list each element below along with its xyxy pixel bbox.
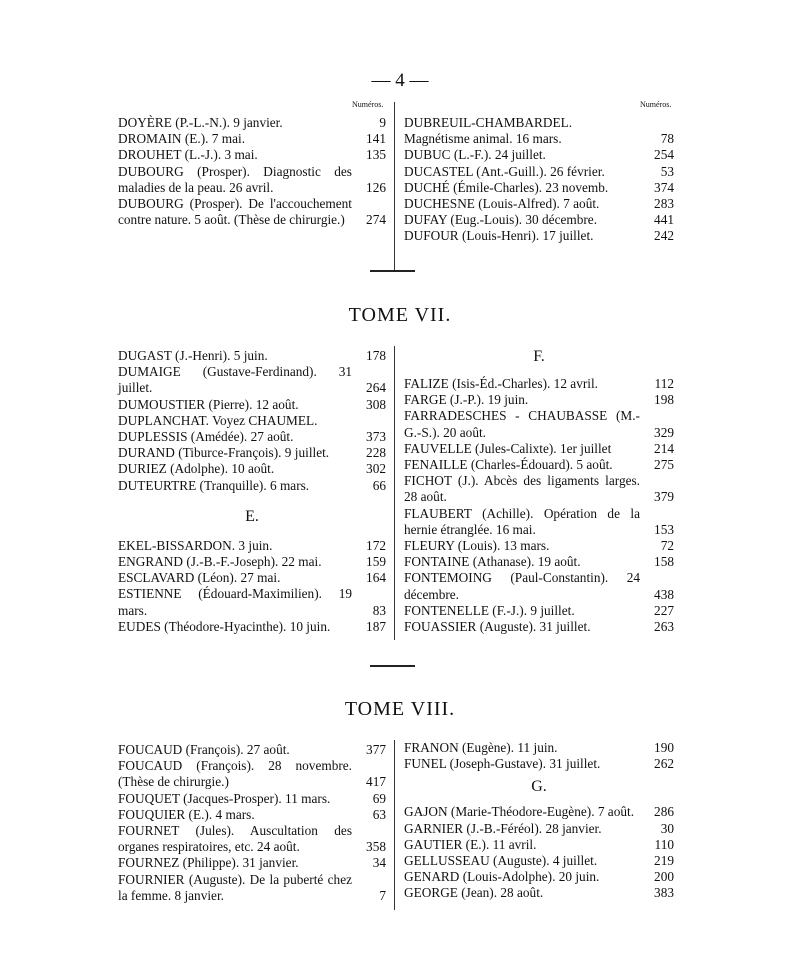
entry-text: DUCHÉ (Émile-Charles). 23 novemb. xyxy=(404,179,609,195)
index-entry xyxy=(404,740,674,756)
index-entry xyxy=(404,392,674,408)
entry-number: 274 xyxy=(366,212,386,228)
entry-text: FARRADESCHES - CHAUBASSE (M.-G.-S.). 20 août. xyxy=(404,408,640,440)
entry-text: FOUASSIER (Auguste). 31 juillet. xyxy=(404,619,591,635)
entry-number: 441 xyxy=(654,212,674,228)
index-entry xyxy=(404,837,674,853)
entry-text: DUMOUSTIER (Pierre). 12 août. xyxy=(118,396,299,412)
entry-number: 286 xyxy=(654,804,674,820)
entry-text: DUCASTEL (Ant.-Guill.). 26 février. xyxy=(404,163,605,179)
index-entry xyxy=(404,441,674,457)
entry-text: DUMAIGE (Gustave-Ferdinand). 31 juillet. xyxy=(118,364,352,396)
letter-heading: E. xyxy=(245,507,259,525)
tome-heading: TOME VIII. xyxy=(344,698,456,720)
index-entry xyxy=(118,791,386,807)
entry-number: 254 xyxy=(654,147,674,163)
numeros-label-left: Numéros. xyxy=(352,100,384,109)
tome-heading: TOME VII. xyxy=(348,304,452,326)
left-column xyxy=(118,348,386,635)
entry-number: 379 xyxy=(654,489,674,505)
entry-number: 110 xyxy=(654,836,674,852)
entry-text: DROUHET (L.-J.). 3 mai. xyxy=(118,147,258,163)
entry-text: ENGRAND (J.-B.-F.-Joseph). 22 mai. xyxy=(118,554,322,570)
index-entry xyxy=(118,855,386,871)
entry-text: GENARD (Louis-Adolphe). 20 juin. xyxy=(404,869,600,885)
entry-text: EUDES (Théodore-Hyacinthe). 10 juin. xyxy=(118,618,331,634)
entry-number: 200 xyxy=(654,869,674,885)
entry-number: 275 xyxy=(654,457,674,473)
entry-number: 283 xyxy=(654,196,674,212)
entry-text: DURIEZ (Adolphe). 10 août. xyxy=(118,461,275,477)
entry-number: 63 xyxy=(372,806,386,822)
entry-text: FARGE (J.-P.). 19 juin. xyxy=(404,392,529,408)
entry-number: 219 xyxy=(654,853,674,869)
entry-number: 178 xyxy=(366,348,386,363)
index-entry xyxy=(118,570,386,586)
index-entry xyxy=(404,164,674,180)
index-entry xyxy=(404,570,674,602)
entry-number: 30 xyxy=(660,820,674,836)
entry-number: 153 xyxy=(654,521,674,537)
index-entry xyxy=(118,586,386,618)
index-entry xyxy=(118,348,386,364)
entry-number: 377 xyxy=(366,742,386,757)
entry-number: 34 xyxy=(372,855,386,871)
index-entry xyxy=(118,147,386,163)
entry-number: 227 xyxy=(654,602,674,618)
entry-number: 7 xyxy=(379,887,386,903)
section-separator xyxy=(370,270,415,272)
entry-text: GAJON (Marie-Théodore-Eugène). 7 août. xyxy=(404,804,635,820)
entry-text: FONTEMOING (Paul-Constantin). 24 décembre. xyxy=(404,570,640,602)
entry-text: FOURNEZ (Philippe). 31 janvier. xyxy=(118,855,299,871)
entry-number: 159 xyxy=(366,554,386,570)
index-entry xyxy=(404,457,674,473)
index-entry xyxy=(118,872,386,904)
entry-number: 158 xyxy=(654,554,674,570)
numeros-label-right: Numéros. xyxy=(640,100,672,109)
entry-text: DROMAIN (E.). 7 mai. xyxy=(118,131,246,147)
entry-text: FLAUBERT (Achille). Opération de la hernie étranglée. 16 mai. xyxy=(404,505,640,537)
entry-number: 438 xyxy=(654,586,674,602)
index-entry xyxy=(404,853,674,869)
index-entry xyxy=(118,619,386,635)
entry-number: 72 xyxy=(660,538,674,554)
index-entry xyxy=(118,164,386,196)
entry-text: FOURNIER (Auguste). De la puberté chez la femme. 8 janvier. xyxy=(118,871,352,903)
entry-number: 263 xyxy=(654,619,674,635)
entry-text: GELLUSSEAU (Auguste). 4 juillet. xyxy=(404,853,598,869)
page-number: — 4 — xyxy=(371,70,429,91)
index-entry xyxy=(118,478,386,494)
entry-number: 164 xyxy=(366,570,386,586)
index-entry xyxy=(118,538,386,554)
entry-number: 66 xyxy=(372,477,386,493)
entry-number: 214 xyxy=(654,440,674,456)
entry-text: FONTENELLE (F.-J.). 9 juillet. xyxy=(404,602,575,618)
entry-number: 190 xyxy=(654,740,674,755)
entry-text: FAUVELLE (Jules-Calixte). 1er juillet xyxy=(404,440,612,456)
entry-number: 187 xyxy=(366,618,386,634)
index-entry xyxy=(118,461,386,477)
index-entry xyxy=(404,756,674,772)
entry-number: 9 xyxy=(379,115,386,130)
entry-text: FOUQUET (Jacques-Prosper). 11 mars. xyxy=(118,790,331,806)
entry-number: 417 xyxy=(366,774,386,790)
index-entry xyxy=(404,147,674,163)
entry-number: 112 xyxy=(654,376,674,391)
entry-number: 141 xyxy=(366,131,386,147)
entry-text: GARNIER (J.-B.-Féréol). 28 janvier. xyxy=(404,820,602,836)
index-entry xyxy=(404,869,674,885)
index-entry xyxy=(118,364,386,396)
index-entry xyxy=(118,115,386,131)
entry-text: DUFAY (Eug.-Louis). 30 décembre. xyxy=(404,212,598,228)
right-column xyxy=(404,115,674,245)
entry-number: 83 xyxy=(372,602,386,618)
right-column xyxy=(404,348,674,635)
column-divider xyxy=(394,740,395,910)
index-entry xyxy=(404,506,674,538)
index-entry xyxy=(118,445,386,461)
entry-number: 329 xyxy=(654,424,674,440)
entry-text: FOURNET (Jules). Auscultation des organes respiratoires, etc. 24 août. xyxy=(118,823,352,855)
index-entry xyxy=(118,429,386,445)
entry-text: EKEL-BISSARDON. 3 juin. xyxy=(118,537,273,553)
entry-text: DUFOUR (Louis-Henri). 17 juillet. xyxy=(404,228,594,244)
entry-text: FOUCAUD (François). 28 novembre. (Thèse de chirurgie.) xyxy=(118,758,352,790)
index-entry xyxy=(118,554,386,570)
entry-number: 172 xyxy=(366,537,386,553)
entry-text: FONTAINE (Athanase). 19 août. xyxy=(404,554,581,570)
entry-text: GEORGE (Jean). 28 août. xyxy=(404,885,544,901)
index-entry xyxy=(404,473,674,505)
index-block-continuation xyxy=(118,100,674,276)
entry-number: 308 xyxy=(366,396,386,412)
entry-text: FLEURY (Louis). 13 mars. xyxy=(404,538,550,554)
entry-number: 374 xyxy=(654,179,674,195)
index-entry xyxy=(118,807,386,823)
index-entry xyxy=(404,408,674,440)
entry-number: 53 xyxy=(660,163,674,179)
index-entry xyxy=(118,758,386,790)
index-entry xyxy=(404,538,674,554)
index-entry xyxy=(404,180,674,196)
left-column xyxy=(118,742,386,904)
entry-text: DUPLANCHAT. Voyez CHAUMEL. xyxy=(118,412,318,428)
index-entry xyxy=(404,885,674,901)
entry-number: 135 xyxy=(366,147,386,163)
index-entry xyxy=(404,196,674,212)
entry-text: FOUCAUD (François). 27 août. xyxy=(118,742,290,757)
column-divider xyxy=(394,102,395,272)
index-entry xyxy=(404,804,674,820)
entry-text: FOUQUIER (E.). 4 mars. xyxy=(118,806,255,822)
index-entry xyxy=(118,397,386,413)
index-entry xyxy=(118,823,386,855)
tome-viii-index xyxy=(118,740,674,912)
entry-text: DOYÈRE (P.-L.-N.). 9 janvier. xyxy=(118,115,283,130)
entry-number: 78 xyxy=(660,131,674,147)
index-entry xyxy=(404,376,674,392)
entry-text: GAUTIER (E.). 11 avril. xyxy=(404,836,537,852)
right-column xyxy=(404,740,674,902)
entry-text: DUBREUIL-CHAMBARDEL. Magnétisme animal. 16 mars. xyxy=(404,115,573,147)
index-entry xyxy=(118,131,386,147)
entry-text: DUTEURTRE (Tranquille). 6 mars. xyxy=(118,477,310,493)
entry-text: DUBOURG (Prosper). De l'accouchement contre nature. 5 août. (Thèse de chirurgie.) xyxy=(118,196,352,228)
letter-heading: G. xyxy=(531,778,547,796)
index-entry xyxy=(118,742,386,758)
entry-text: DUPLESSIS (Amédée). 27 août. xyxy=(118,429,294,445)
entry-number: 373 xyxy=(366,429,386,445)
section-separator xyxy=(370,665,415,667)
entry-number: 228 xyxy=(366,445,386,461)
entry-text: DUBOURG (Prosper). Diagnostic des maladies de la peau. 26 avril. xyxy=(118,163,352,195)
letter-heading: F. xyxy=(533,348,545,365)
index-entry xyxy=(404,115,674,147)
tome-vii-index xyxy=(118,346,674,642)
left-column xyxy=(118,115,386,228)
entry-number: 198 xyxy=(654,392,674,408)
entry-number: 69 xyxy=(372,790,386,806)
index-entry xyxy=(118,413,386,429)
index-entry xyxy=(404,228,674,244)
entry-text: FENAILLE (Charles-Édouard). 5 août. xyxy=(404,457,613,473)
entry-text: DUBUC (L.-F.). 24 juillet. xyxy=(404,147,546,163)
entry-text: DUGAST (J.-Henri). 5 juin. xyxy=(118,348,268,363)
entry-number: 302 xyxy=(366,461,386,477)
entry-text: FRANON (Eugène). 11 juin. xyxy=(404,740,558,755)
entry-number: 262 xyxy=(654,756,674,772)
entry-number: 264 xyxy=(366,380,386,396)
entry-number: 242 xyxy=(654,228,674,244)
index-entry xyxy=(404,821,674,837)
entry-text: FALIZE (Isis-Éd.-Charles). 12 avril. xyxy=(404,376,598,391)
index-entry xyxy=(118,196,386,228)
index-entry xyxy=(404,554,674,570)
entry-text: ESTIENNE (Édouard-Maximilien). 19 mars. xyxy=(118,586,352,618)
index-entry xyxy=(404,212,674,228)
entry-text: DUCHESNE (Louis-Alfred). 7 août. xyxy=(404,196,600,212)
entry-number: 358 xyxy=(366,839,386,855)
index-entry xyxy=(404,619,674,635)
entry-text: FICHOT (J.). Abcès des ligaments larges. 28 août. xyxy=(404,473,640,505)
entry-number: 383 xyxy=(654,885,674,901)
entry-text: DURAND (Tiburce-François). 9 juillet. xyxy=(118,445,330,461)
entry-text: ESCLAVARD (Léon). 27 mai. xyxy=(118,570,281,586)
index-entry xyxy=(404,603,674,619)
entry-number: 126 xyxy=(366,179,386,195)
column-divider xyxy=(394,346,395,640)
entry-text: FUNEL (Joseph-Gustave). 31 juillet. xyxy=(404,756,601,772)
